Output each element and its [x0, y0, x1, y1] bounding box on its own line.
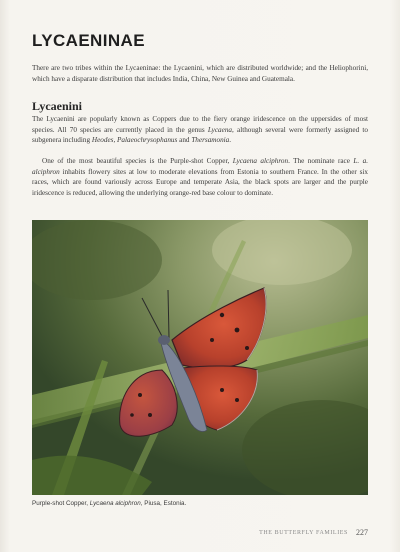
photo-caption: [32, 500, 186, 507]
p2-race: L. a. alciphron: [32, 157, 368, 176]
p1-genus: Lycaena: [207, 125, 233, 134]
caption-text-a: Purple-shot Copper,: [32, 500, 90, 507]
p2-text-b: . The nominate race: [288, 157, 354, 165]
intro-paragraph: [32, 63, 368, 84]
p1-text-b: , although several were formerly assigned to subgenera including: [32, 125, 368, 145]
p2-species: Lycaena alciphron: [232, 157, 289, 165]
section-heading: Lycaenini: [32, 99, 83, 113]
p1-text-a: The Lycaenini are popularly known as Coppers due to the fiery orange iridescence on the uppersides of most species. All 70 species are currently placed in the genus: [32, 115, 368, 134]
paragraph-purple-shot: [32, 156, 368, 198]
page-number: 227: [356, 528, 368, 537]
running-footer: THE BUTTERFLY FAMILIES: [259, 530, 348, 536]
caption-species: Lycaena alciphron: [89, 500, 141, 507]
p1-subgenus-last: Thersamonia: [191, 136, 230, 145]
intro-text: There are two tribes within the Lycaeninae: the Lycaenini, which are distributed worldwide; and the Heliophorini, which have a disparate distribution that includes India, China, New Guinea and Guatemala.: [32, 64, 368, 83]
p1-text-c: and: [177, 136, 192, 145]
caption-text-b: , Piusa, Estonia.: [140, 500, 187, 507]
paragraph-coppers: [32, 114, 368, 146]
p2-text-a: One of the most beautiful species is the Purple-shot Copper,: [42, 157, 233, 165]
p1-subgenera: Heodes, Palaeochrysophanus: [91, 136, 178, 145]
butterfly-photo-illustration: [32, 220, 368, 495]
p1-text-d: .: [229, 136, 232, 145]
page-heading: LYCAENINAE: [32, 31, 145, 50]
p2-text-c: inhabits flowery sites at low to moderate elevations from Estonia to southern France. In the other six races, which are found variously across Europe and temperate Asia, the black spots are larger and the purple iridescence is reduced, allowing the underlying orange-red base colour to dominate.: [32, 167, 368, 197]
butterfly-photo: [32, 220, 368, 495]
